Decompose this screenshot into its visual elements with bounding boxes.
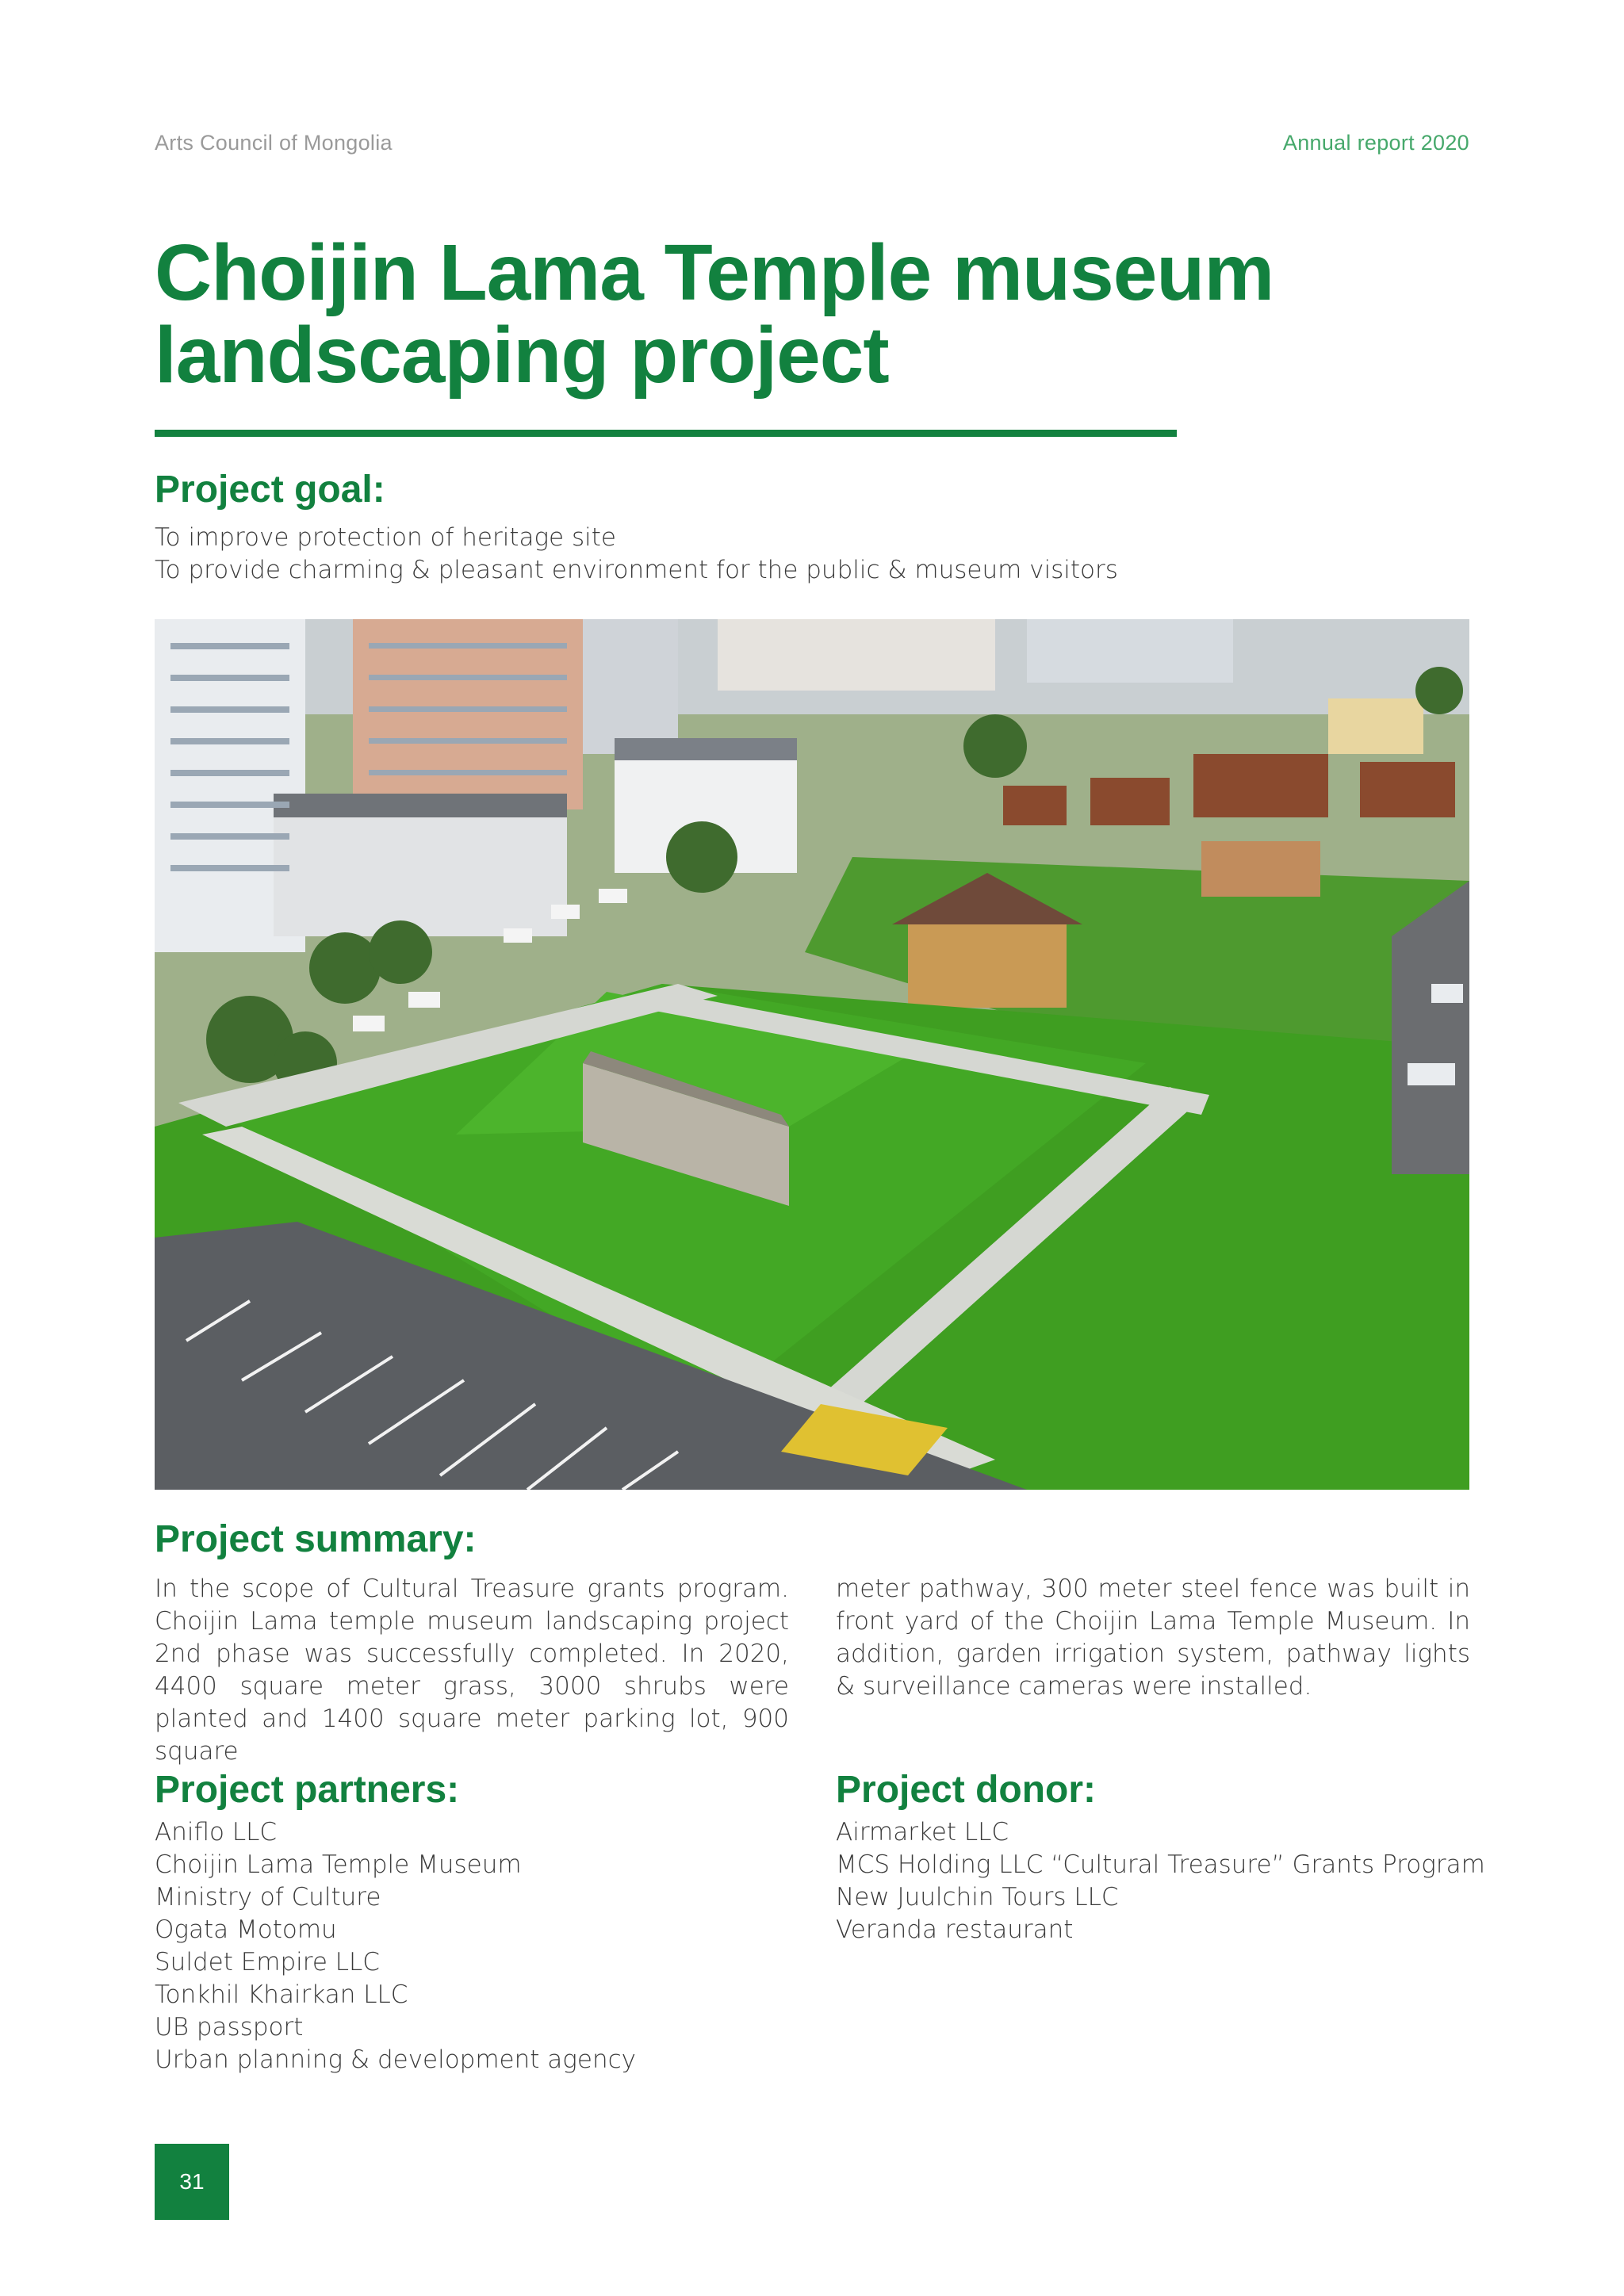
header-organization: Arts Council of Mongolia xyxy=(155,131,393,155)
header-report-title: Annual report 2020 xyxy=(1282,131,1469,155)
summary-text-column-1: In the scope of Cultural Treasure grants program. Choijin Lama temple museum landscaping project 2nd phase was successfully completed. In 2020, 4400 square meter grass, 3000 shrubs were planted and 1400 square meter parking lot, 900 square xyxy=(155,1575,789,1766)
page-number: 31 xyxy=(155,2144,229,2220)
summary-text-column-2: meter pathway, 300 meter steel fence was built in front yard of the Choijin Lama Temple Museum. In addition, garden irrigation system, pathway lights & surveillance cameras were installed. xyxy=(836,1575,1470,1701)
temple-aerial-photo xyxy=(155,619,1469,1490)
title-divider xyxy=(155,430,1177,437)
list-item: Ministry of Culture xyxy=(155,1883,381,1911)
list-item: UB passport xyxy=(155,2013,304,2042)
page-title-line-1: Choijin Lama Temple museum xyxy=(155,228,1274,317)
list-item: Veranda restaurant xyxy=(836,1915,1074,1944)
goal-line: To provide charming & pleasant environment for the public & museum visitors xyxy=(155,556,1118,584)
summary-heading: Project summary: xyxy=(155,1518,477,1560)
goal-line: To improve protection of heritage site xyxy=(155,523,616,552)
list-item: MCS Holding LLC “Cultural Treasure” Grants Program xyxy=(836,1850,1485,1879)
list-item: Airmarket LLC xyxy=(836,1818,1009,1846)
list-item: New Juulchin Tours LLC xyxy=(836,1883,1119,1911)
goal-text xyxy=(155,522,1471,587)
goal-heading: Project goal: xyxy=(155,469,385,511)
list-item: Suldet Empire LLC xyxy=(155,1948,380,1976)
list-item: Aniflo LLC xyxy=(155,1818,278,1846)
donor-list xyxy=(836,1816,1485,1946)
page-title xyxy=(155,228,1503,400)
list-item: Urban planning & development agency xyxy=(155,2045,636,2074)
page-title-line-2: landscaping project xyxy=(155,311,889,400)
partners-list xyxy=(155,1816,636,2076)
list-item: Choijin Lama Temple Museum xyxy=(155,1850,522,1879)
list-item: Tonkhil Khairkan LLC xyxy=(155,1980,408,2009)
list-item: Ogata Motomu xyxy=(155,1915,337,1944)
partners-heading: Project partners: xyxy=(155,1769,460,1811)
donor-heading: Project donor: xyxy=(836,1769,1097,1811)
